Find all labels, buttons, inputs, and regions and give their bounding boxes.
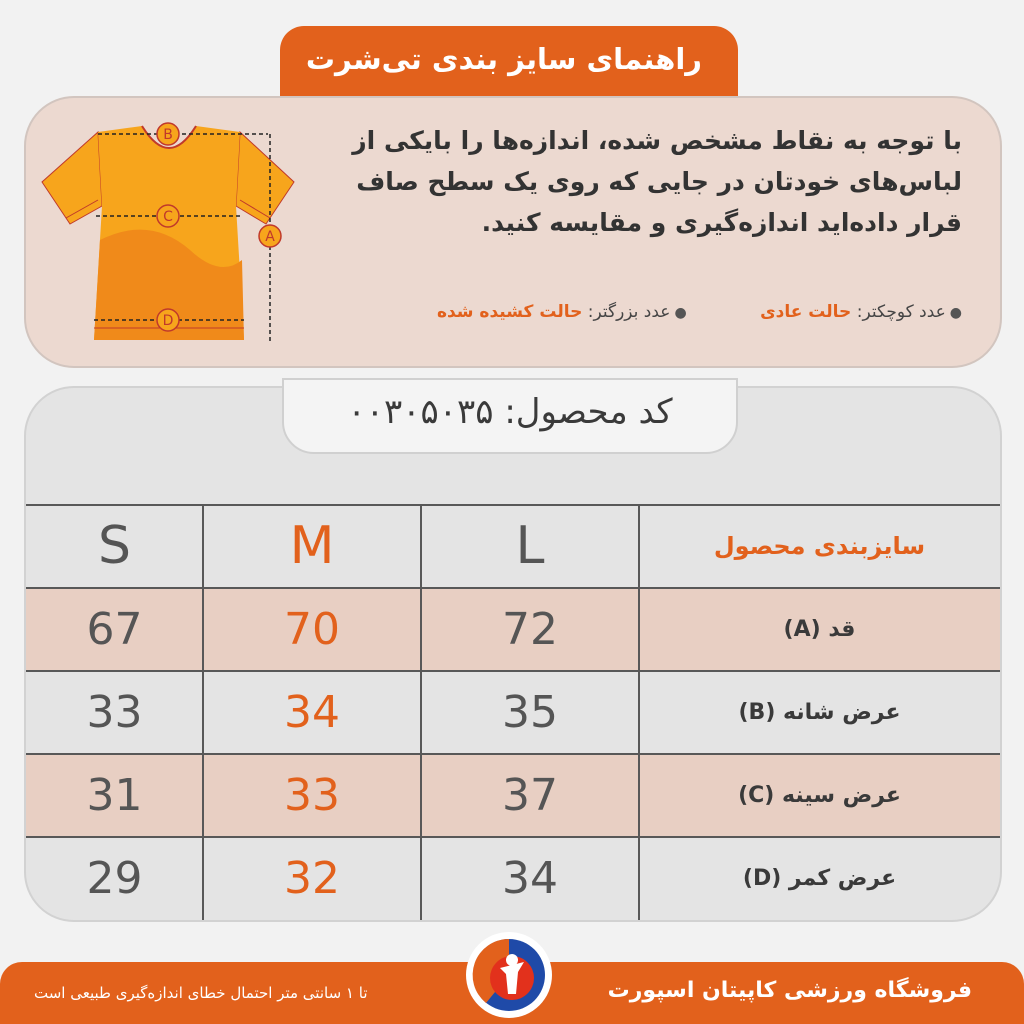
bullet-dot-icon: ● [674, 305, 687, 321]
legend-small-value: حالت عادی [760, 302, 852, 322]
instructions-text: با توجه به نقاط مشخص شده، اندازه‌ها را بایکی از لباس‌های خودتان در جایی که روی یک سطح صاف قرار داده‌اید اندازه‌گیری و مقایسه کنید. [352, 126, 962, 237]
legend [262, 302, 962, 322]
legend-large-label: عدد بزرگتر: [587, 302, 671, 322]
measurement-note: تا ۱ سانتی متر احتمال خطای اندازه‌گیری طبیعی است [34, 984, 368, 1002]
legend-small-label: عدد کوچکتر: [856, 302, 946, 322]
table-row [26, 587, 1000, 670]
page-title: راهنمای سایز بندی تی‌شرت [305, 42, 702, 76]
row-label: قد (A) [783, 617, 856, 642]
legend-large [437, 302, 687, 322]
header-label: سایزبندی محصول [713, 532, 926, 560]
svg-text:B: B [163, 127, 173, 143]
column-divider [638, 504, 640, 920]
size-table [24, 386, 1002, 922]
product-code: کد محصول: ۰۰۳۰۵۰۳۵ [347, 392, 673, 432]
cell-size-m: 34 [284, 687, 340, 738]
captain-sport-logo-icon [466, 932, 552, 1018]
marker-a [259, 225, 281, 247]
measurement-guide-panel [24, 96, 1002, 368]
header-size-m: M [289, 516, 335, 576]
size-grid [26, 504, 1000, 919]
cell-size-l: 72 [502, 604, 558, 655]
cell-size-m: 32 [284, 853, 340, 904]
legend-small [760, 302, 962, 322]
svg-text:A: A [265, 229, 275, 245]
cell-size-m: 33 [284, 770, 340, 821]
title-tab [280, 26, 738, 106]
marker-c [157, 205, 179, 227]
row-label: عرض شانه (B) [738, 700, 901, 725]
cell-size-m: 70 [284, 604, 340, 655]
cell-size-s: 33 [86, 687, 143, 738]
header-size-s: S [97, 516, 131, 576]
table-row [26, 753, 1000, 836]
column-divider [202, 504, 204, 920]
store-name: فروشگاه ورزشی کاپیتان اسپورت [607, 978, 972, 1003]
svg-text:D: D [162, 313, 174, 329]
marker-d [157, 309, 179, 331]
row-label: عرض سینه (C) [738, 783, 901, 808]
legend-large-value: حالت کشیده شده [436, 302, 583, 322]
column-divider [420, 504, 422, 920]
cell-size-s: 31 [86, 770, 143, 821]
table-row [26, 670, 1000, 753]
svg-text:C: C [163, 209, 173, 225]
cell-size-s: 67 [86, 604, 143, 655]
table-header-row [26, 504, 1000, 587]
table-row [26, 836, 1000, 919]
product-code-tab [282, 378, 738, 454]
cell-size-l: 37 [502, 770, 558, 821]
bullet-dot-icon: ● [949, 305, 962, 321]
cell-size-l: 35 [502, 687, 558, 738]
row-label: عرض کمر (D) [742, 866, 897, 891]
cell-size-l: 34 [502, 853, 558, 904]
cell-size-s: 29 [86, 853, 143, 904]
marker-b [157, 123, 179, 145]
header-size-l: L [515, 516, 545, 576]
